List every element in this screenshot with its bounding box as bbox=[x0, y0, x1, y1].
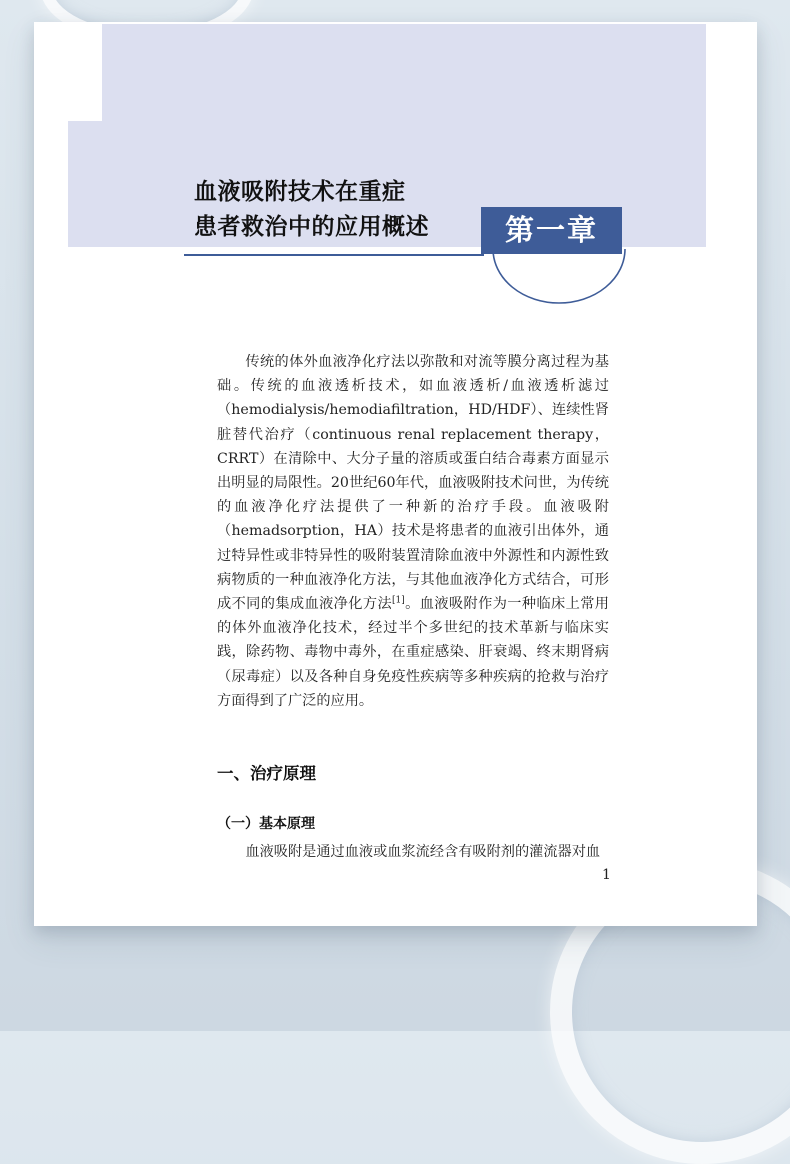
citation-marker[interactable]: [1] bbox=[392, 595, 405, 606]
subsection-heading: （一）基本原理 bbox=[217, 816, 315, 832]
body-paragraph-1 bbox=[217, 350, 609, 713]
title-underline bbox=[184, 254, 484, 256]
body-paragraph-1-text-a: 传统的体外血液净化疗法以弥散和对流等膜分离过程为基础。传统的血液透析技术，如血液透析/血液透析滤过（hemodialysis/hemodiafiltration，HD/HDF）、连续性肾脏替代治疗（continuous renal replacement therapy，CRRT）在清除中、大分子量的溶质或蛋白结合毒素方面显示出明显的局限性。20世纪60年代，血液吸附技术问世，为传统的血液净化疗法提供了一种新的治疗手段。血液吸附（hemadsorption，HA）技术是将患者的血液引出体外，通过特异性或非特异性的吸附装置清除血液中外源性和内源性致病物质的一种血液净化方法，与其他血液净化方式结合，可形成不同的集成血液净化方法 bbox=[217, 354, 609, 613]
decorative-arc-path bbox=[493, 249, 625, 303]
chapter-title-line-2: 患者救治中的应用概述 bbox=[194, 214, 429, 240]
chapter-label: 第一章 bbox=[481, 207, 622, 254]
chapter-title bbox=[194, 175, 429, 245]
page-number: 1 bbox=[602, 867, 611, 883]
body-paragraph-2: 血液吸附是通过血液或血浆流经含有吸附剂的灌流器对血 bbox=[245, 844, 601, 860]
body-paragraph-1-text-b: 。血液吸附作为一种临床上常用的体外血液净化技术，经过半个多世纪的技术革新与临床实践，除药物、毒物中毒外，在重症感染、肝衰竭、终末期肾病（尿毒症）以及各种自身免疫性疾病等多种疾病的抢救与治疗方面得到了广泛的应用。 bbox=[217, 596, 609, 709]
chapter-title-line-1: 血液吸附技术在重症 bbox=[194, 179, 406, 205]
book-page bbox=[34, 22, 757, 926]
decorative-arc bbox=[489, 247, 629, 309]
section-heading: 一、治疗原理 bbox=[217, 764, 316, 783]
banner-notch bbox=[68, 24, 102, 121]
